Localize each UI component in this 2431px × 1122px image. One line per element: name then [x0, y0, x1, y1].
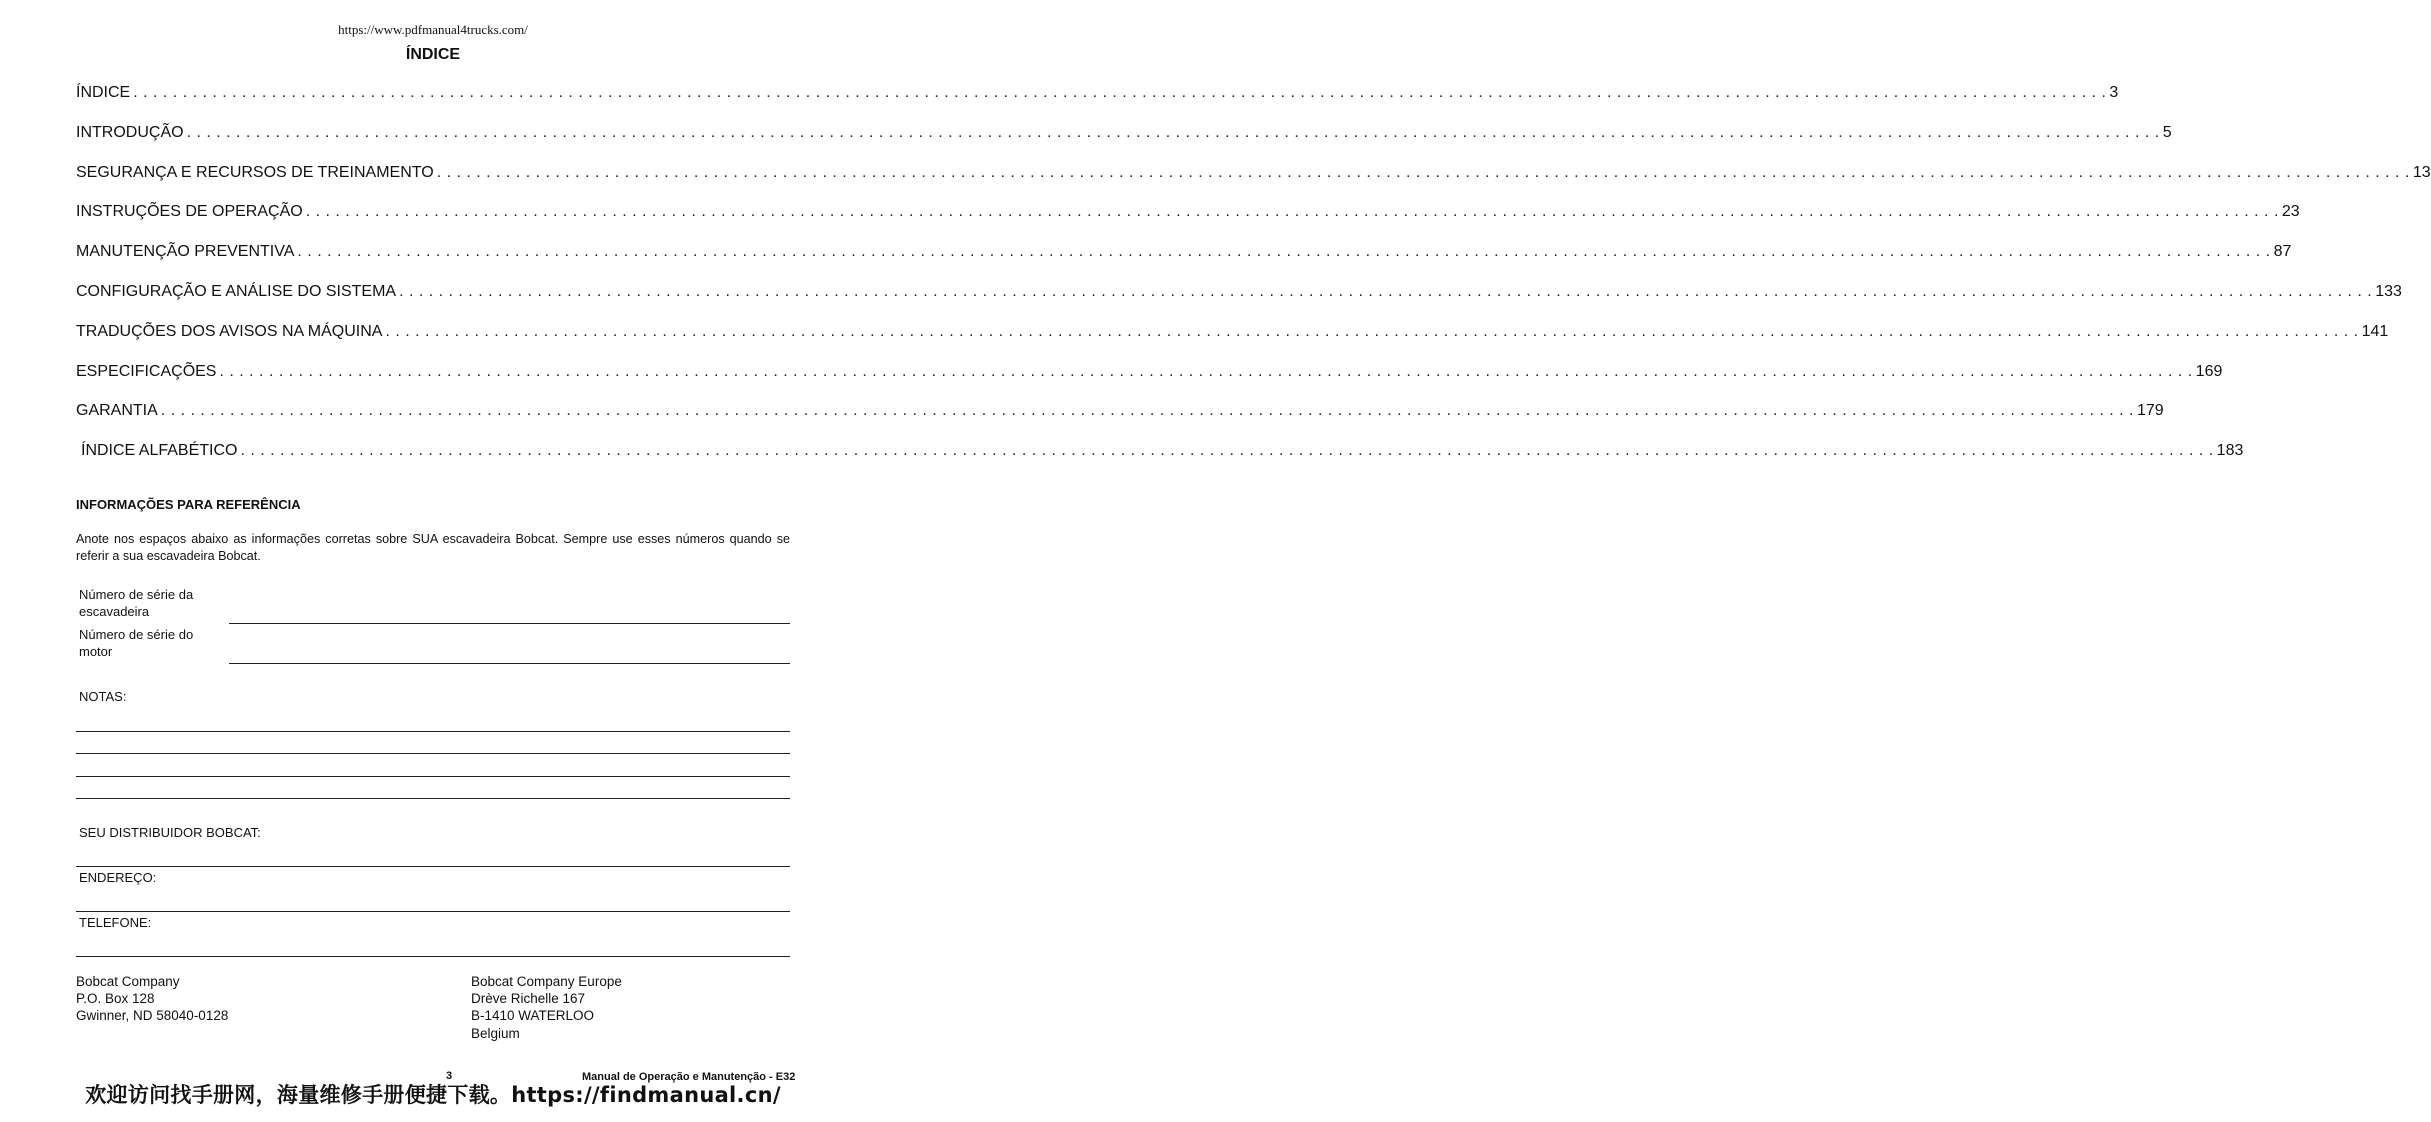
toc-title: INTRODUÇÃO	[76, 123, 184, 141]
toc-title: CONFIGURAÇÃO E ANÁLISE DO SISTEMA	[76, 282, 397, 300]
phone-line[interactable]	[76, 956, 790, 957]
toc-leader: . . . . . . . . . . . . . . . . . . . . . . . . . . . . . . . . . . . . . . . . . . . . . . . . . . . . . . . . . . . . . . . . . . . . . . . . . . . . . . . . . . . . . . . . . . . . . . . . . . . . . . . . . . . . . . . . . . . . . . . . . . . . . . . . . . . . . . . . . . . . . . . . . . . . . . . . . . . . . . . . . . . . . . . . . . . . . . . . . . . . . . . . . . . . . . . . . . . . . . . .	[297, 243, 2271, 261]
toc-title: ESPECIFICAÇÕES	[76, 362, 217, 380]
toc-title: ÍNDICE	[76, 84, 131, 101]
page-title: ÍNDICE	[405, 46, 461, 63]
dealer-label: SEU DISTRIBUIDOR BOBCAT:	[79, 825, 261, 840]
toc-entry[interactable]	[76, 123, 2172, 164]
download-banner[interactable]: 欢迎访问找手册网，海量维修手册便捷下载。https://findmanual.cn/	[85, 1083, 781, 1107]
notes-line[interactable]	[76, 776, 790, 777]
excavator-serial-line[interactable]	[229, 623, 790, 624]
toc-entry[interactable]	[76, 203, 2300, 243]
toc-leader: . . . . . . . . . . . . . . . . . . . . . . . . . . . . . . . . . . . . . . . . . . . . . . . . . . . . . . . . . . . . . . . . . . . . . . . . . . . . . . . . . . . . . . . . . . . . . . . . . . . . . . . . . . . . . . . . . . . . . . . . . . . . . . . . . . . . . . . . . . . . . . . . . . . . . . . . . . . . . . . . . . . . . . . . . . . . . . . . . . . . . . . . . . . . . . . . . . . . . . . .	[186, 123, 2160, 141]
toc-entry[interactable]	[76, 362, 2223, 403]
toc-entry[interactable]	[76, 282, 2402, 323]
toc-entry[interactable]	[76, 84, 2119, 124]
toc-leader: . . . . . . . . . . . . . . . . . . . . . . . . . . . . . . . . . . . . . . . . . . . . . . . . . . . . . . . . . . . . . . . . . . . . . . . . . . . . . . . . . . . . . . . . . . . . . . . . . . . . . . . . . . . . . . . . . . . . . . . . . . . . . . . . . . . . . . . . . . . . . . . . . . . . . . . . . . . . . . . . . . . . . . . . . . . . . . . . . . . . . . . . . . . . . . . . . . . . . . . .	[219, 362, 2193, 380]
toc-title: TRADUÇÕES DOS AVISOS NA MÁQUINA	[76, 322, 383, 340]
toc-entry[interactable]	[76, 243, 2292, 283]
excavator-serial-label: Número de série da escavadeira	[79, 587, 194, 619]
notes-line[interactable]	[76, 753, 790, 754]
toc-entry[interactable]	[76, 442, 2244, 482]
address-line[interactable]	[76, 911, 790, 912]
toc-page: 183	[2216, 442, 2244, 460]
toc-page: 5	[2162, 123, 2172, 141]
toc-leader: . . . . . . . . . . . . . . . . . . . . . . . . . . . . . . . . . . . . . . . . . . . . . . . . . . . . . . . . . . . . . . . . . . . . . . . . . . . . . . . . . . . . . . . . . . . . . . . . . . . . . . . . . . . . . . . . . . . . . . . . . . . . . . . . . . . . . . . . . . . . . . . . . . . . . . . . . . . . . . . . . . . . . . . . . . . . . . . . . . . . . . . . . . . . . . . . . . . . . . . .	[385, 322, 2359, 340]
manual-title: Manual de Operação e Manutenção - E32	[582, 1071, 796, 1083]
toc-page: 141	[2361, 322, 2389, 340]
engine-serial-line[interactable]	[229, 663, 790, 664]
toc-title: SEGURANÇA E RECURSOS DE TREINAMENTO	[76, 163, 434, 181]
dealer-line[interactable]	[76, 866, 790, 867]
toc-entry[interactable]	[76, 163, 2431, 204]
address-us: Bobcat Company P.O. Box 128 Gwinner, ND 58040-0128	[76, 974, 229, 1024]
reference-heading: INFORMAÇÕES PARA REFERÊNCIA	[76, 497, 301, 512]
source-url: https://www.pdfmanual4trucks.com/	[338, 22, 528, 37]
toc-title: INSTRUÇÕES DE OPERAÇÃO	[76, 203, 303, 221]
page-number: 3	[446, 1070, 453, 1082]
toc-page: 179	[2136, 402, 2164, 420]
notes-label: NOTAS:	[79, 689, 127, 704]
notes-line[interactable]	[76, 731, 790, 732]
toc-entry[interactable]	[76, 322, 2389, 363]
toc-page: 23	[2281, 203, 2300, 221]
toc-title: GARANTIA	[76, 402, 158, 420]
toc-leader: . . . . . . . . . . . . . . . . . . . . . . . . . . . . . . . . . . . . . . . . . . . . . . . . . . . . . . . . . . . . . . . . . . . . . . . . . . . . . . . . . . . . . . . . . . . . . . . . . . . . . . . . . . . . . . . . . . . . . . . . . . . . . . . . . . . . . . . . . . . . . . . . . . . . . . . . . . . . . . . . . . . . . . . . . . . . . . . . . . . . . . . . . . . . . . . . . . . . . . . .	[399, 282, 2373, 300]
toc-page: 3	[2109, 84, 2119, 101]
table-of-contents	[76, 84, 2431, 482]
address-label: ENDEREÇO:	[79, 870, 157, 885]
toc-leader: . . . . . . . . . . . . . . . . . . . . . . . . . . . . . . . . . . . . . . . . . . . . . . . . . . . . . . . . . . . . . . . . . . . . . . . . . . . . . . . . . . . . . . . . . . . . . . . . . . . . . . . . . . . . . . . . . . . . . . . . . . . . . . . . . . . . . . . . . . . . . . . . . . . . . . . . . . . . . . . . . . . . . . . . . . . . . . . . . . . . . . . . . . . . . . . . . . . . . . . .	[436, 163, 2410, 181]
toc-title: MANUTENÇÃO PREVENTIVA	[76, 243, 295, 261]
reference-paragraph: Anote nos espaços abaixo as informações corretas sobre SUA escavadeira Bobcat. Sempre use esses números quando se referir a sua escavadeira Bobcat.	[76, 532, 790, 563]
address-europe: Bobcat Company Europe Drève Richelle 167 B-1410 WATERLOO Belgium	[471, 974, 622, 1041]
toc-leader: . . . . . . . . . . . . . . . . . . . . . . . . . . . . . . . . . . . . . . . . . . . . . . . . . . . . . . . . . . . . . . . . . . . . . . . . . . . . . . . . . . . . . . . . . . . . . . . . . . . . . . . . . . . . . . . . . . . . . . . . . . . . . . . . . . . . . . . . . . . . . . . . . . . . . . . . . . . . . . . . . . . . . . . . . . . . . . . . . . . . . . . . . . . . . . . . . . . . . . . .	[305, 203, 2279, 221]
toc-page: 87	[2273, 243, 2292, 261]
toc-page: 169	[2195, 362, 2223, 380]
toc-title: ÍNDICE ALFABÉTICO	[81, 442, 238, 460]
engine-serial-label: Número de série do motor	[79, 627, 194, 659]
notes-line[interactable]	[76, 798, 790, 799]
toc-leader: . . . . . . . . . . . . . . . . . . . . . . . . . . . . . . . . . . . . . . . . . . . . . . . . . . . . . . . . . . . . . . . . . . . . . . . . . . . . . . . . . . . . . . . . . . . . . . . . . . . . . . . . . . . . . . . . . . . . . . . . . . . . . . . . . . . . . . . . . . . . . . . . . . . . . . . . . . . . . . . . . . . . . . . . . . . . . . . . . . . . . . . . . . . . . . . . . . . . . . . .	[240, 442, 2214, 460]
toc-leader: . . . . . . . . . . . . . . . . . . . . . . . . . . . . . . . . . . . . . . . . . . . . . . . . . . . . . . . . . . . . . . . . . . . . . . . . . . . . . . . . . . . . . . . . . . . . . . . . . . . . . . . . . . . . . . . . . . . . . . . . . . . . . . . . . . . . . . . . . . . . . . . . . . . . . . . . . . . . . . . . . . . . . . . . . . . . . . . . . . . . . . . . . . . . . . . . . . . . . . . .	[160, 402, 2134, 420]
toc-leader: . . . . . . . . . . . . . . . . . . . . . . . . . . . . . . . . . . . . . . . . . . . . . . . . . . . . . . . . . . . . . . . . . . . . . . . . . . . . . . . . . . . . . . . . . . . . . . . . . . . . . . . . . . . . . . . . . . . . . . . . . . . . . . . . . . . . . . . . . . . . . . . . . . . . . . . . . . . . . . . . . . . . . . . . . . . . . . . . . . . . . . . . . . . . . . . . . . . . . . . .	[133, 84, 2107, 101]
toc-page: 13	[2412, 163, 2431, 181]
toc-page: 133	[2375, 282, 2402, 300]
phone-label: TELEFONE:	[79, 915, 152, 930]
toc-entry[interactable]	[76, 402, 2164, 442]
